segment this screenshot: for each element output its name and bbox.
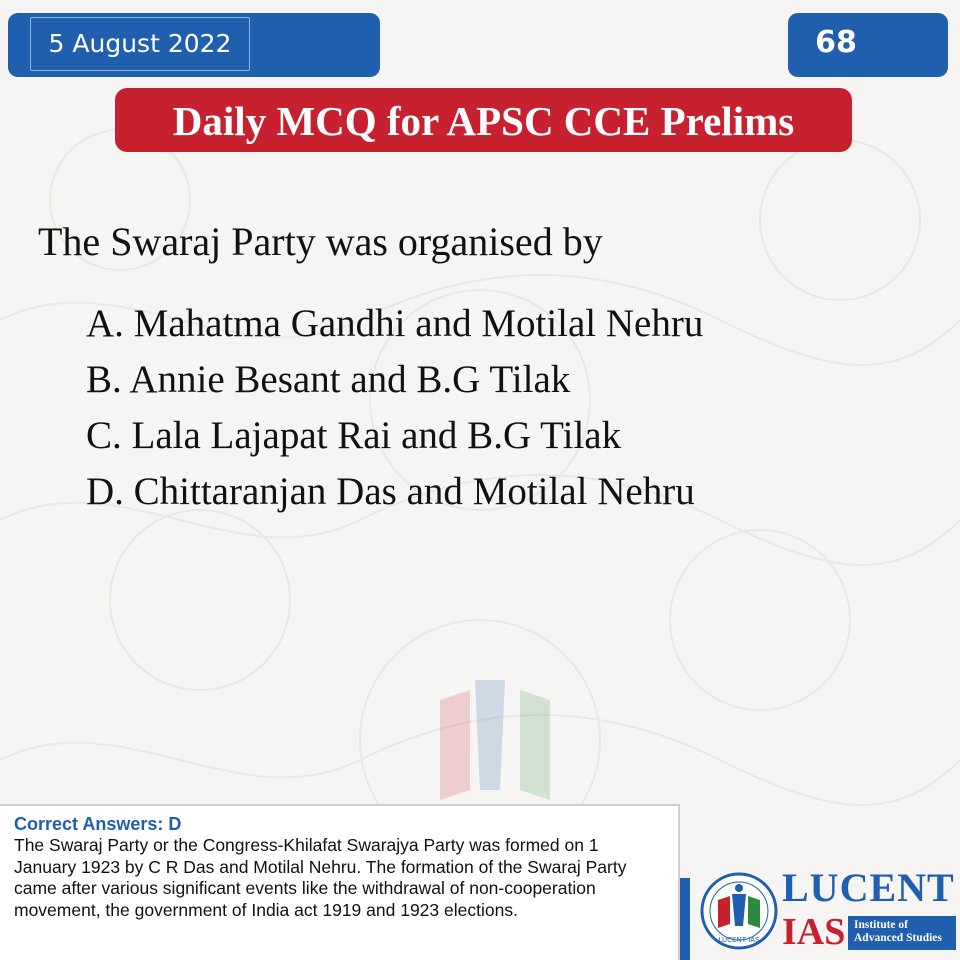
page-title: Daily MCQ for APSC CCE Prelims <box>115 88 852 152</box>
question-number: 68 <box>815 25 857 60</box>
logo-ias-text: IAS <box>782 911 846 953</box>
logo-tagline <box>848 916 956 950</box>
logo-tagline-line1: Institute of <box>854 919 908 931</box>
question-number-badge <box>788 13 948 77</box>
option-c: C. Lala Lajapat Rai and B.G Tilak <box>86 414 622 457</box>
answer-explanation: The Swaraj Party or the Congress-Khilafat Swarajya Party was formed on 1 January 1923 by C R Das and Motilal Nehru. The formation of the Swaraj Party came after various significant events like the withdrawal of non-cooperation movement, the government of India act 1919 and 1923 elections. <box>14 835 627 920</box>
logo-tagline-line2: Advanced Studies <box>854 932 942 944</box>
option-a: A. Mahatma Gandhi and Motilal Nehru <box>86 302 704 345</box>
option-d: D. Chittaranjan Das and Motilal Nehru <box>86 470 695 513</box>
answer-title: Correct Answers: D <box>14 814 182 834</box>
answer-panel <box>0 804 680 960</box>
date-label: 5 August 2022 <box>30 17 250 71</box>
logo-lucent-text: LUCENT <box>782 865 955 910</box>
option-b: B. Annie Besant and B.G Tilak <box>86 358 571 401</box>
date-banner <box>8 13 380 77</box>
options-list <box>86 296 703 520</box>
accent-strip <box>680 878 690 960</box>
question-text: The Swaraj Party was organised by <box>38 219 603 264</box>
svg-text:LUCENT IAS: LUCENT IAS <box>718 936 760 944</box>
logo-emblem-icon <box>700 872 778 950</box>
lucent-ias-logo <box>690 862 960 960</box>
